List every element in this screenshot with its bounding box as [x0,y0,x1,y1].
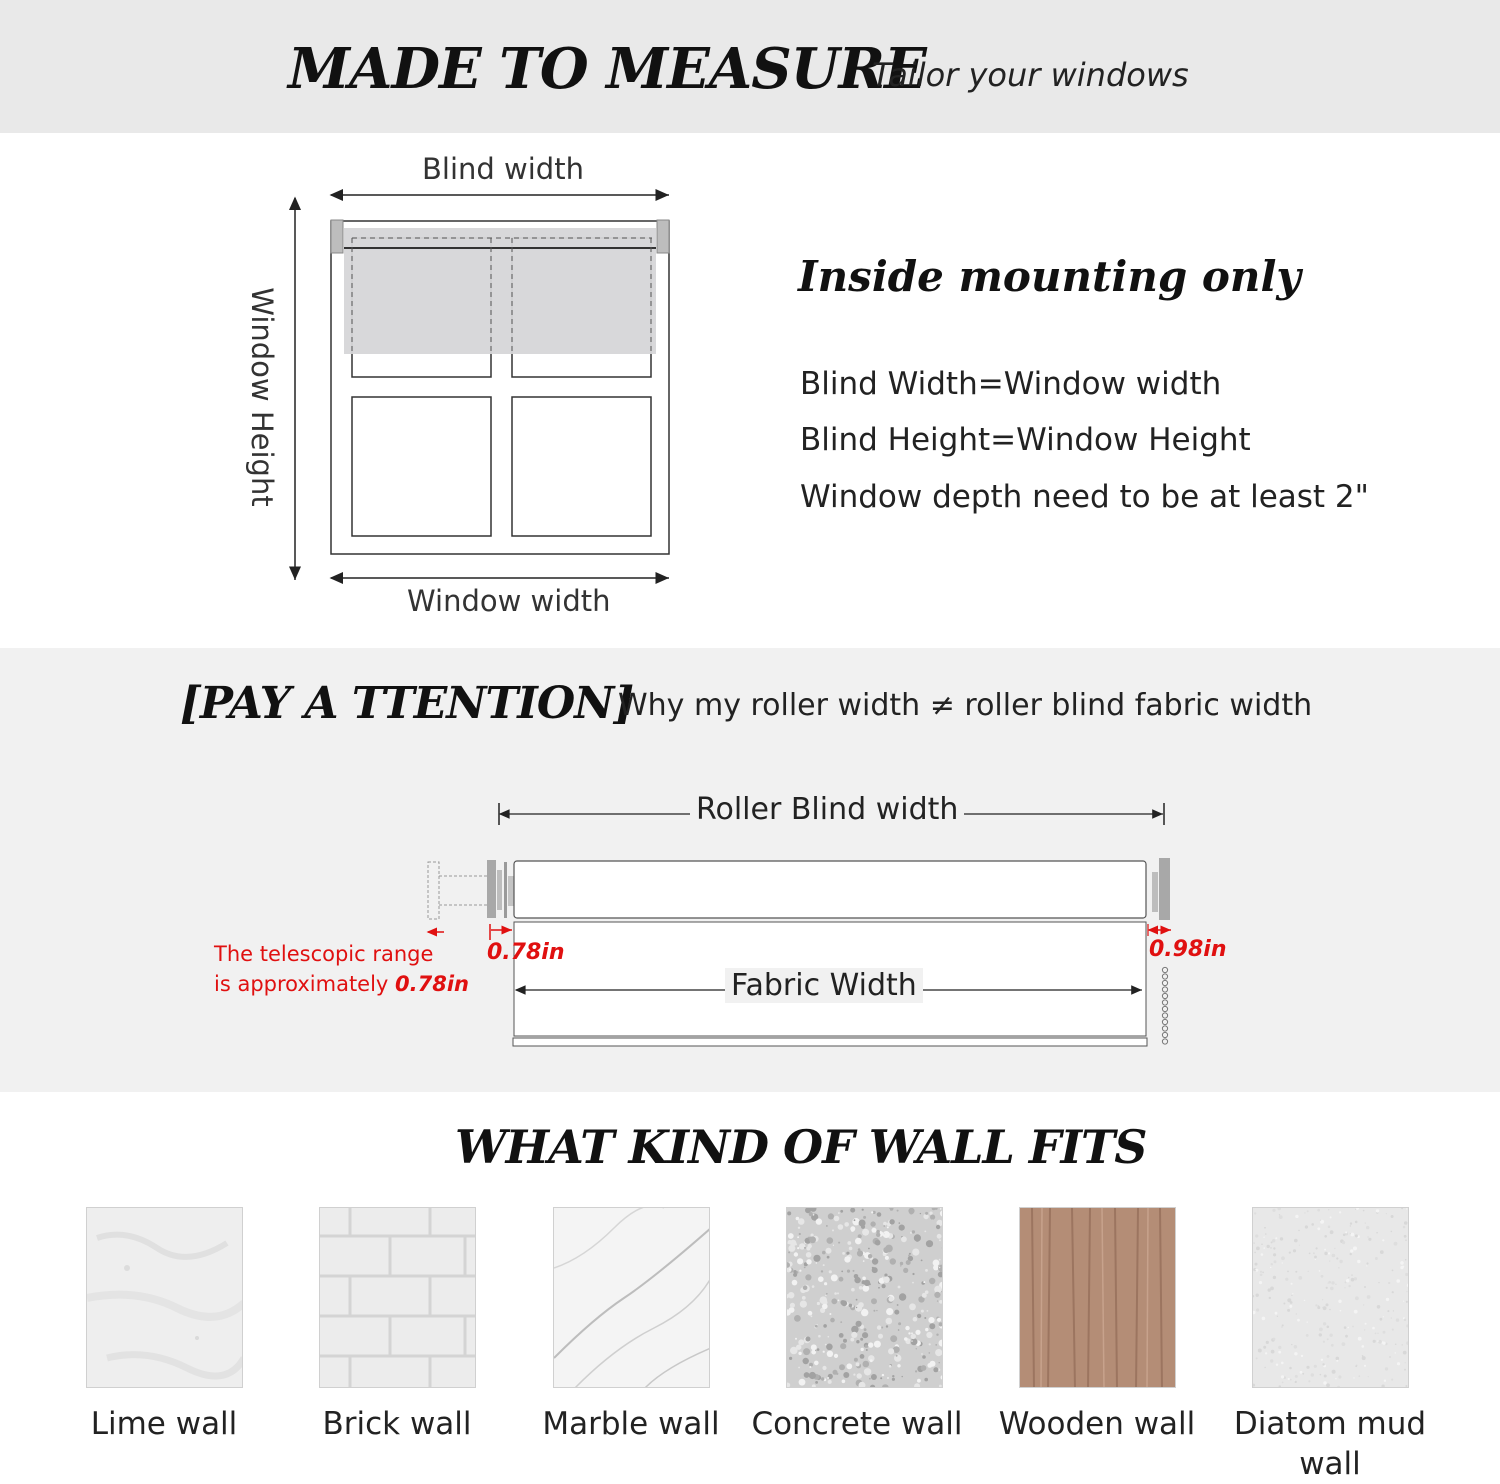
roller-width-label: Roller Blind width [690,792,964,827]
telescopic-note-line1: The telescopic range [214,942,434,966]
window-width-label: Window width [407,584,611,618]
fabric-width-label: Fabric Width [725,968,923,1003]
attention-title: [PAY A TTENTION] [180,678,634,729]
wall-label: Marble wall [542,1406,720,1442]
mounting-rule: Blind Width=Window width [800,366,1222,402]
right-gap-label: 0.98in [1149,937,1227,962]
mounting-rule: Blind Height=Window Height [800,422,1251,458]
wall-label: Lime wall [90,1406,238,1442]
diatom-mud-wall-swatch [1252,1207,1409,1388]
chain-bead [1162,1019,1167,1024]
marble-wall-swatch [553,1207,710,1388]
roller-tube [514,861,1146,918]
chain-bead [1162,980,1167,985]
roller-diagram [428,803,1171,1046]
blind-shade [344,228,656,354]
chain-bead [1162,974,1167,979]
chain-bead [1162,967,1167,972]
bracket-left [331,220,343,253]
bead-chain [1162,967,1167,1044]
window-pane-bottom-left [352,397,491,536]
page-title: MADE TO MEASURE [288,36,926,102]
window-diagram [295,195,669,580]
window-pane-bottom-right [512,397,651,536]
brick-wall-swatch [319,1207,476,1388]
wall-label: Diatom mud wall [1233,1406,1427,1482]
wall-label: Brick wall [322,1406,472,1442]
mounting-rule: Window depth need to be at least 2" [800,479,1369,515]
wooden-wall-swatch [1019,1207,1176,1388]
chain-bead [1162,1032,1167,1037]
chain-bead [1162,987,1167,992]
chain-bead [1162,1000,1167,1005]
telescopic-note-line2 [214,972,469,996]
chain-bead [1162,1013,1167,1018]
bracket-right [657,220,669,253]
chain-bead [1162,1026,1167,1031]
lime-wall-swatch [86,1207,243,1388]
window-height-label: Window Height [245,287,279,507]
chain-bead [1162,993,1167,998]
telescopic-note-text: is approximately [214,972,389,996]
mounting-heading: Inside mounting only [798,252,1301,301]
concrete-wall-swatch [786,1207,943,1388]
telescopic-value: 0.78in [395,972,470,996]
walls-title: WHAT KIND OF WALL FITS [455,1120,1147,1174]
wall-label: Wooden wall [998,1406,1196,1442]
page-subtitle: Tailor your windows [872,56,1189,94]
chain-bead [1162,1006,1167,1011]
bottom-rail [513,1038,1147,1046]
left-gap-label: 0.78in [487,940,565,965]
blind-width-label: Blind width [422,152,584,186]
chain-bead [1162,1039,1167,1044]
attention-subtitle: Why my roller width ≠ roller blind fabric width [618,688,1313,723]
wall-label: Concrete wall [751,1406,963,1442]
